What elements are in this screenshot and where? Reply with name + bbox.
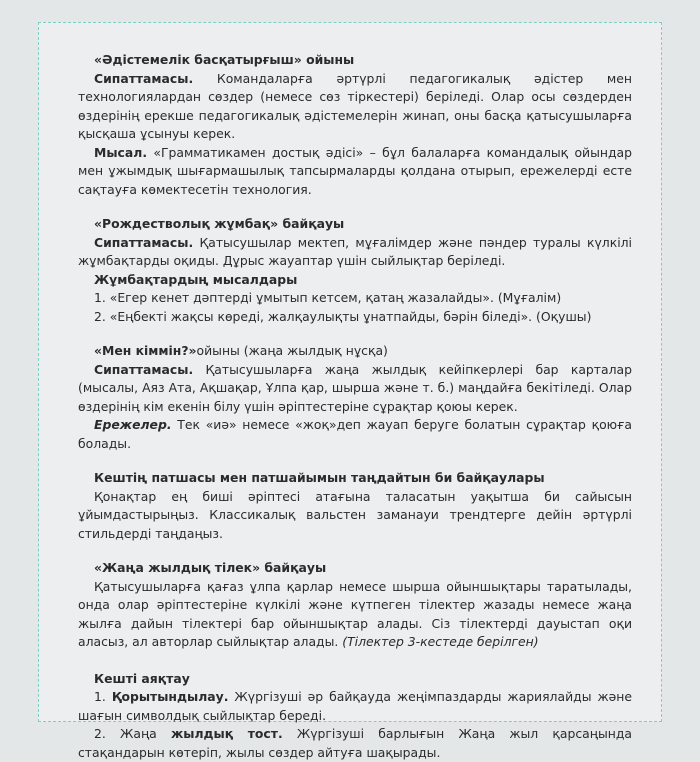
riddle-examples-heading: Жұмбақтардың мысалдары xyxy=(94,271,298,287)
title-suffix: ойыны (жаңа жылдық нұсқа) xyxy=(196,343,388,358)
list-item: 1. «Егер кенет дәптерді ұмытып кетсем, қатаң жазалайды». (Мұғалім) xyxy=(94,290,562,305)
description-text: Қатысушылар мектеп, мұғалімдер және пәндер туралы күлкілі жұмбақтарды оқиды. Дұрыс жауаптар үшін сыйлықтар беріледі. xyxy=(78,234,632,268)
item-label: Қорытындылау. xyxy=(111,689,229,704)
list-item xyxy=(78,725,632,762)
example-text: «Грамматикамен достық әдісі» – бұл балаларға командалық ойындар мен ұжымдық шығармашылық тапсырмаларды қолдана отырып, ережелерді есте сақтауға көмектесетін технология. xyxy=(78,144,632,197)
section-title-new-year-wish: «Жаңа жылдық тілек» байқауы xyxy=(94,560,327,575)
example-label: Мысал. xyxy=(94,144,148,160)
description-label: Сипаттамасы. xyxy=(94,361,194,377)
description-text: Қатысушыларға жаңа жылдық кейіпкерлері бар карталар (мысалы, Аяз Ата, Ақшақар, Ұлпа қар, шырша және т. б.) маңдайға бекітіледі. Олар өздерінің кім екенін білу үшін әріптестеріне сұрақтар қоюы керек. xyxy=(78,361,632,414)
page-frame xyxy=(38,22,662,760)
section-title-dance-contest: Кештің патшасы мен патшайымын таңдайтын би байқаулары xyxy=(94,470,545,485)
list-item: 2. «Еңбекті жақсы көреді, жалқаулықты ұнатпайды, бәрін біледі». (Оқушы) xyxy=(94,308,592,324)
wish-note: (Тілектер 3-кестеде берілген) xyxy=(342,634,539,649)
section-title-christmas-riddle: «Рождестволық жұмбақ» байқауы xyxy=(94,216,345,231)
description-label: Сипаттамасы. xyxy=(94,70,194,86)
wish-text: Қатысушыларға қағаз ұлпа қарлар немесе шырша ойыншықтары таратылады, онда олар әріптестеріне күлкілі және күтпеген тілектер жазады немесе жаңа жылға дайын тілектері бар ойыншықтар алады. Сіз тілектерді дауыстап оқи аласыз, ал авторлар сыйлықтар алады. xyxy=(78,578,632,649)
item-text: Жүргізуші барлығын Жаңа жыл қарсаңында стақандарын көтеріп, жылы сөздер айтуға шақырады. xyxy=(78,726,632,760)
description-text: Командаларға әртүрлі педагогикалық әдістер мен технологиялардан сөздер (немесе сөз тіркестері) беріледі. Олар осы сөздерден өздерінің ерекше педагогикалық әдістемелерін жинап, оны басқа қатысушыларға қысқаша ұсынуы керек. xyxy=(78,70,632,141)
item-text: Жүргізуші әр байқауда жеңімпаздарды жариялайды және шағын символдық сыйлықтар береді. xyxy=(78,689,632,723)
rules-label: Ережелер. xyxy=(94,417,172,432)
section-title-methodical-puzzle: «Әдістемелік басқатырғыш» ойыны xyxy=(94,52,355,67)
item-prefix: 1. xyxy=(94,689,112,704)
section-example xyxy=(78,144,632,200)
section-title-closing: Кешті аяқтау xyxy=(94,670,190,686)
section-description xyxy=(78,361,632,417)
rules-text: Тек «иә» немесе «жоқ»деп жауап беруге болатын сұрақтар қоюға болады. xyxy=(78,417,632,451)
section-text: Қонақтар ең биші әріптесі атағына таласатын уақытша би сайысын ұйымдастырыңыз. Классикалық вальстен заманауи трендтерге дейін әртүрлі стильдерді таңдаңыз. xyxy=(78,488,632,541)
description-label: Сипаттамасы. xyxy=(94,234,194,250)
section-description xyxy=(78,234,632,271)
section-text xyxy=(78,578,632,652)
title-bold-part: «Мен кіммін?» xyxy=(94,343,197,358)
section-title-who-am-i xyxy=(78,342,632,361)
item-label: жылдық тост. xyxy=(170,726,283,741)
section-rules xyxy=(78,416,632,453)
list-item xyxy=(78,688,632,725)
document-content xyxy=(78,51,632,762)
section-description xyxy=(78,70,632,144)
item-prefix: 2. Жаңа xyxy=(94,726,171,741)
